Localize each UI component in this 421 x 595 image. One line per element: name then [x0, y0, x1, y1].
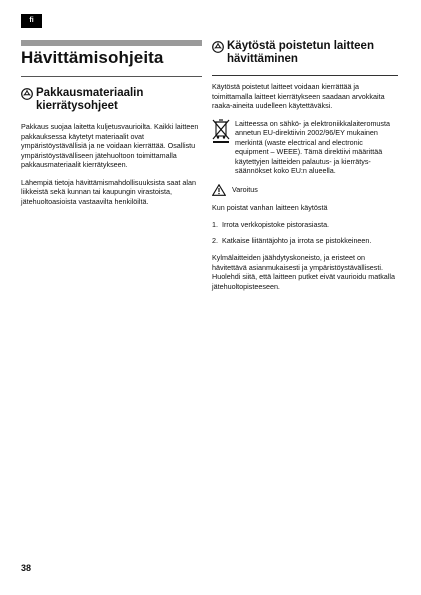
weee-notice — [212, 119, 398, 176]
recycle-icon — [212, 41, 224, 53]
language-tab: fi — [21, 14, 42, 28]
packaging-section-title: Pakkausmateriaalin kierrätysohjeet — [36, 87, 144, 112]
refrigerant-paragraph: Kylmälaitteiden jäähdytyskoneisto, ja eristeet on hävitettävä asianmukaisesti ja ympäristöystävällisesti. Huolehdi siitä, että laitteen putket eivät vaurioidu matkalla jätehuoltopisteeseen. — [212, 253, 395, 291]
disposal-section-heading — [212, 40, 398, 66]
step-number: 2. — [212, 235, 218, 245]
title-underline — [21, 76, 202, 77]
steps-list — [212, 220, 398, 245]
left-column — [21, 40, 202, 214]
crossed-out-bin-icon — [212, 119, 230, 143]
list-item — [212, 220, 398, 230]
list-item — [212, 236, 398, 246]
step-number: 1. — [212, 220, 218, 229]
page-number: 38 — [21, 563, 32, 573]
decommission-intro: Kun poistat vanhan laitteen käytöstä — [212, 202, 328, 212]
page-title: Hävittämisohjeita — [21, 48, 164, 67]
section-divider — [212, 75, 398, 76]
disposal-section-title: Käytöstä poistetun laitteen hävittäminen — [227, 40, 374, 65]
right-column — [212, 40, 398, 299]
warning-row — [212, 184, 398, 196]
packaging-section-heading — [21, 87, 202, 113]
further-info-paragraph: Lähempiä tietoja hävittämismahdollisuuksista saat alan liikkeistä sekä kunnan tai kaupungin virastoista, jätehuoltoasioista vastaavilta henkilöiltä. — [21, 177, 196, 206]
recycle-icon — [21, 88, 33, 100]
recycling-paragraph: Käytöstä poistetut laitteet voidaan kierrättää ja toimittamalla laitteet kierrätykseen saadaan arvokkaita raaka-aineita uudelleen käytettäväksi. — [212, 82, 385, 110]
weee-text: Laitteessa on sähkö- ja elektroniikkalaiteromusta annetun EU-direktiivin 2002/96/EY mukainen merkintä (waste electrical and electronic equipment – WEEE). Tämä direktiivi määrittää käytettyjen laitteiden palautus- ja kierrätys-säännökset koko EU:n alueella. — [235, 118, 391, 175]
step-text: Irrota verkkopistoke pistorasiasta. — [222, 220, 330, 229]
packaging-paragraph: Pakkaus suojaa laitetta kuljetusvaurioilta. Kaikki laitteen pakkauksessa käytetyt materiaalit ovat ympäristöystävällisiä ja ne voidaan kierrättää. Osallistu ympäristöystävälliseen jätehuoltoon toimittamalla pakkausmateriaalit kierrätykseen. — [21, 122, 199, 169]
warning-label: Varoitus — [232, 185, 258, 194]
title-rule — [21, 40, 202, 46]
step-text: Katkaise liitäntäjohto ja irrota se pistokkeineen. — [222, 235, 372, 245]
warning-triangle-icon — [212, 184, 226, 196]
